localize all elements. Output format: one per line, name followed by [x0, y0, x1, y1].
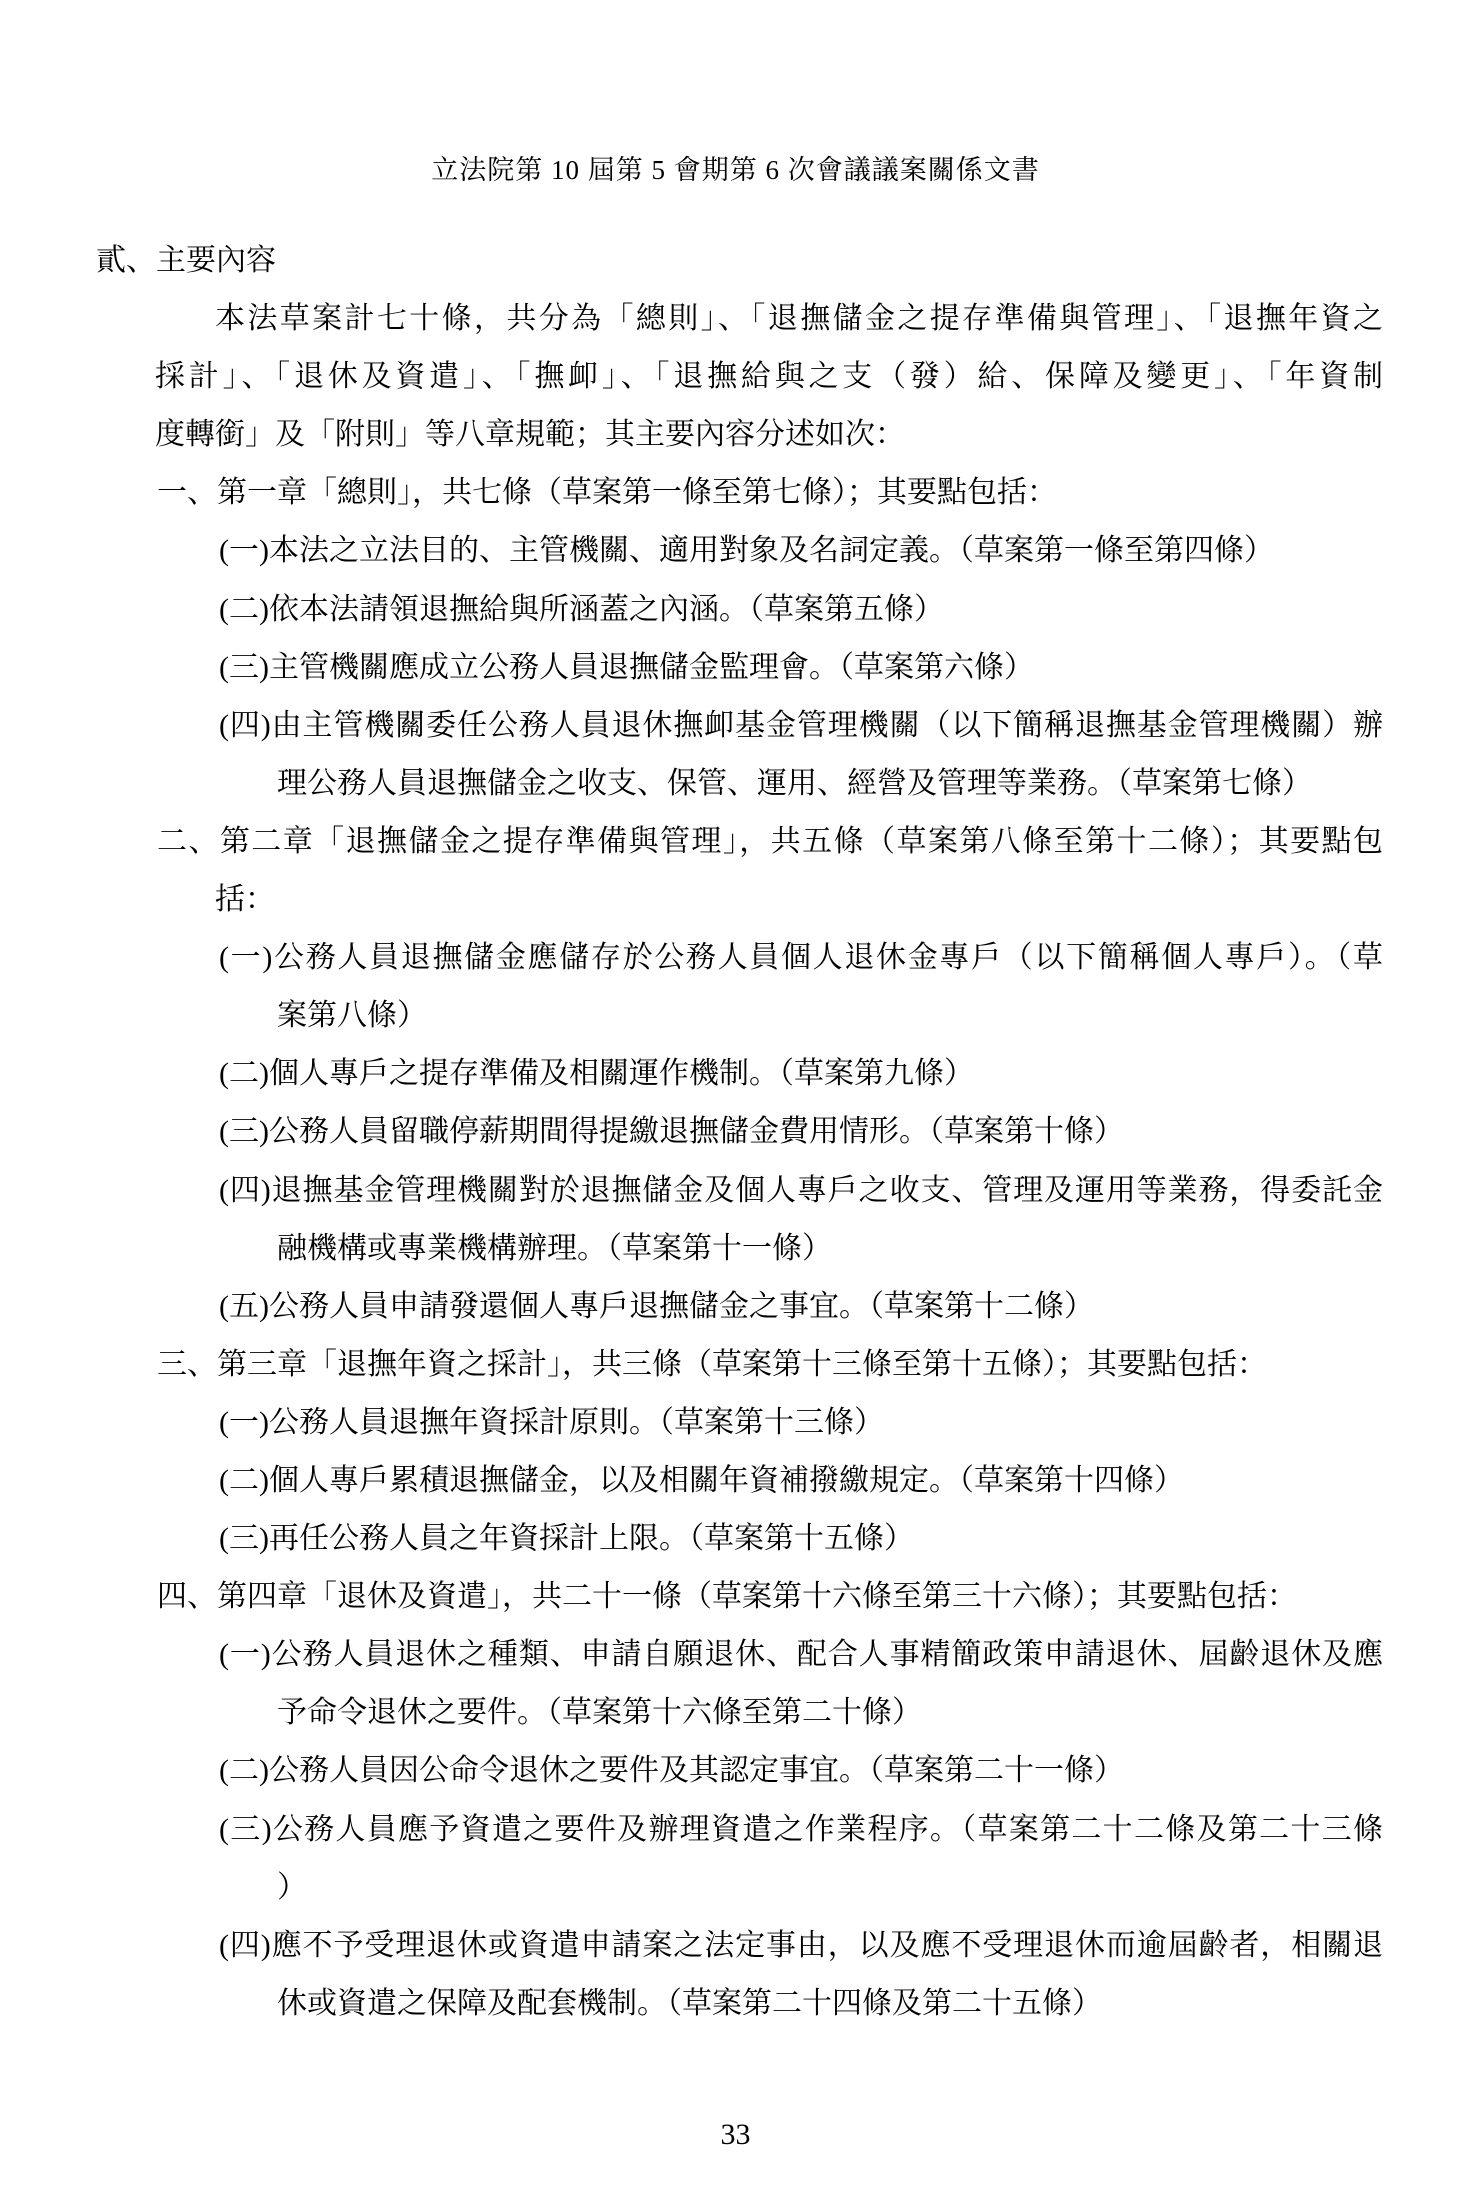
text-line: 休或資遣之保障及配套機制。（草案第二十四條及第二十五條） [277, 1986, 1102, 2020]
text-line: (四)由主管機關委任公務人員退休撫卹基金管理機關（以下簡稱退撫基金管理機關）辦 [219, 708, 1383, 742]
text-line: (一)公務人員退撫年資採計原則。（草案第十三條） [219, 1405, 884, 1439]
text-line: (二)個人專戶之提存準備及相關運作機制。（草案第九條） [219, 1057, 974, 1091]
text-line: 三、第三章「退撫年資之採計」，共三條（草案第十三條至第十五條）；其要點包括： [157, 1347, 1267, 1381]
text-line: (三)主管機關應成立公務人員退撫儲金監理會。（草案第六條） [219, 650, 1034, 684]
text-line: (三)再任公務人員之年資採計上限。（草案第十五條） [219, 1522, 914, 1556]
text-line: ） [277, 1870, 307, 1904]
text-line: (一)公務人員退撫儲金應儲存於公務人員個人退休金專戶（以下簡稱個人專戶）。（草 [219, 941, 1383, 975]
text-line: 二、第二章「退撫儲金之提存準備與管理」，共五條（草案第八條至第十二條）；其要點包 [157, 824, 1383, 858]
text-line: 一、第一章「總則」，共七條（草案第一條至第七條）；其要點包括： [157, 476, 1057, 510]
text-line: 案第八條） [277, 999, 427, 1033]
text-line: 度轉銜」及「附則」等八章規範；其主要內容分述如次： [155, 418, 905, 452]
text-line: (三)公務人員應予資遣之要件及辦理資遣之作業程序。（草案第二十二條及第二十三條 [219, 1812, 1383, 1846]
text-line: 四、第四章「退休及資遣」，共二十一條（草案第十六條至第三十六條）；其要點包括： [157, 1580, 1297, 1614]
text-line: (四)應不予受理退休或資遣申請案之法定事由，以及應不受理退休而逾屆齡者，相關退 [219, 1928, 1383, 1962]
text-line: (二)公務人員因公命令退休之要件及其認定事宜。（草案第二十一條） [219, 1754, 1124, 1788]
text-line: 括： [215, 883, 275, 917]
text-line: (五)公務人員申請發還個人專戶退撫儲金之事宜。（草案第十二條） [219, 1289, 1094, 1323]
text-line: (四)退撫基金管理機關對於退撫儲金及個人專戶之收支、管理及運用等業務，得委託金 [219, 1173, 1383, 1207]
text-line: 理公務人員退撫儲金之收支、保管、運用、經營及管理等業務。（草案第七條） [277, 766, 1312, 800]
text-line: (二)依本法請領退撫給與所涵蓋之內涵。（草案第五條） [219, 592, 944, 626]
section-heading: 貳、主要內容 [96, 244, 276, 277]
text-line: (一)公務人員退休之種類、申請自願退休、配合人事精簡政策申請退休、屆齡退休及應 [219, 1638, 1383, 1672]
text-line: 本法草案計七十條，共分為「總則」、「退撫儲金之提存準備與管理」、「退撫年資之 [215, 302, 1383, 336]
text-line: 予命令退休之要件。（草案第十六條至第二十條） [277, 1696, 922, 1730]
text-line: 融機構或專業機構辦理。（草案第十一條） [277, 1231, 832, 1265]
document-body [0, 232, 1471, 2033]
text-line: (二)個人專戶累積退撫儲金，以及相關年資補撥繳規定。（草案第十四條） [219, 1463, 1184, 1497]
document-header-title: 立法院第 10 屆第 5 會期第 6 次會議議案關係文書 [431, 155, 1040, 185]
text-line: 採計」、「退休及資遣」、「撫卹」、「退撫給與之支（發）給、保障及變更」、「年資制 [155, 360, 1383, 394]
text-line: (三)公務人員留職停薪期間得提繳退撫儲金費用情形。（草案第十條） [219, 1115, 1124, 1149]
text-line: (一)本法之立法目的、主管機關、適用對象及名詞定義。（草案第一條至第四條） [219, 534, 1274, 568]
page-number: 33 [720, 2118, 751, 2151]
